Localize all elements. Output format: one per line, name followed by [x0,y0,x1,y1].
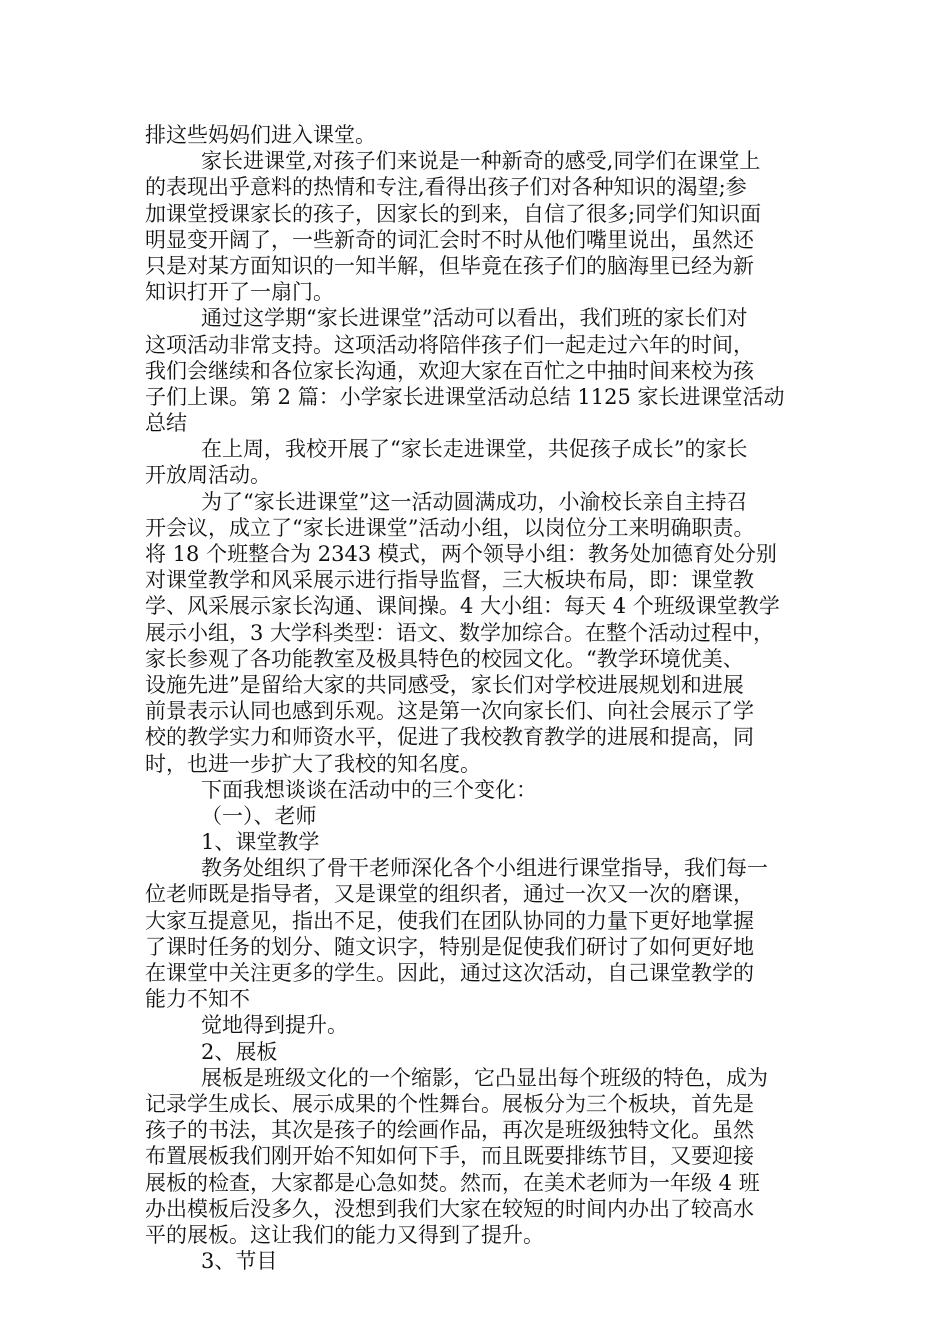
text-line: 知识打开了一扇门。 [145,280,334,305]
text-line: 总结 [145,411,187,436]
text-line: 下面我想谈谈在活动中的三个变化： [201,777,537,802]
text-line: 展板是班级文化的一个缩影，它凸显出每个班级的特色，成为 [201,1065,768,1090]
text-line: 加课堂授课家长的孩子，因家长的到来，自信了很多;同学们知识面 [145,201,762,226]
text-line: 大家互提意见，指出不足，使我们在团队协同的力量下更好地掌握 [145,908,754,933]
text-line: 布置展板我们刚开始不知如何下手，而且既要排练节目，又要迎接 [145,1144,754,1169]
text-line: 只是对某方面知识的一知半解，但毕竟在孩子们的脑海里已经为新 [145,253,754,278]
text-line: 在上周，我校开展了“家长走进课堂，共促孩子成长”的家长 [201,437,748,462]
text-line: 开放周活动。 [145,463,271,488]
text-line: 教务处组织了骨干老师深化各个小组进行课堂指导，我们每一 [201,856,768,881]
text-line: 记录学生成长、展示成果的个性舞台。展板分为三个板块，首先是 [145,1091,754,1116]
text-line: 这项活动非常支持。这项活动将陪伴孩子们一起走过六年的时间， [145,332,754,357]
text-line: 校的教学实力和师资水平，促进了我校教育教学的进展和提高，同 [145,725,754,750]
text-line: 时，也进一步扩大了我校的知名度。 [145,751,481,776]
text-line: 3、节目 [201,1249,278,1274]
text-line: 家长参观了各功能教室及极具特色的校园文化。“教学环境优美、 [145,646,744,671]
text-line: 我们会继续和各位家长沟通，欢迎大家在百忙之中抽时间来校为孩 [145,358,754,383]
text-line: 能力不知不 [145,987,250,1012]
text-line: 开会议，成立了“家长进课堂”活动小组，以岗位分工来明确职责。 [145,515,755,540]
text-line: 办出模板后没多久，没想到我们大家在较短的时间内办出了较高水 [145,1196,754,1221]
text-line: 1、课堂教学 [201,830,320,855]
text-line: 排这些妈妈们进入课堂。 [145,123,376,147]
text-line: 展示小组，3 大学科类型：语文、数学加综合。在整个活动过程中， [145,620,775,645]
text-line: 的表现出乎意料的热情和专注,看得出孩子们对各种知识的渴望;参 [145,175,747,200]
text-line: 为了“家长进课堂”这一活动圆满成功，小渝校长亲自主持召 [201,489,748,514]
text-line: 学、风采展示家长沟通、课间操。4 大小组：每天 4 个班级课堂教学 [145,594,780,619]
text-line: 觉地得到提升。 [201,1013,348,1038]
text-line: 孩子的书法，其次是孩子的绘画作品，再次是班级独特文化。虽然 [145,1118,754,1143]
document-body [145,122,810,1274]
text-line: 了课时任务的划分、随文识字，特别是促使我们研讨了如何更好地 [145,934,754,959]
text-line: 平的展板。这让我们的能力又得到了提升。 [145,1222,544,1247]
text-line: 子们上课。第 2 篇：小学家长进课堂活动总结 1125 家长进课堂活动 [145,384,785,409]
text-line: 将 18 个班整合为 2343 模式，两个领导小组：教务处加德育处分别 [145,542,777,566]
text-line: 家长进课堂,对孩子们来说是一种新奇的感受,同学们在课堂上 [201,149,761,174]
text-line: 对课堂教学和风采展示进行指导监督，三大板块布局，即：课堂教 [145,568,754,593]
text-line: 在课堂中关注更多的学生。因此，通过这次活动，自己课堂教学的 [145,961,754,985]
text-line: 位老师既是指导者，又是课堂的组织者，通过一次又一次的磨课， [145,882,754,907]
text-line: 设施先进”是留给大家的共同感受，家长们对学校进展规划和进展 [145,672,744,697]
text-line: 前景表示认同也感到乐观。这是第一次向家长们、向社会展示了学 [145,699,754,724]
text-line: 展板的检查，大家都是心急如焚。然而，在美术老师为一年级 4 班 [145,1170,760,1195]
text-line: （一）、老师 [201,803,317,828]
text-line: 2、展板 [201,1039,278,1064]
text-line: 明显变开阔了，一些新奇的词汇会时不时从他们嘴里说出，虽然还 [145,227,754,252]
text-line: 通过这学期“家长进课堂”活动可以看出，我们班的家长们对 [201,306,748,331]
